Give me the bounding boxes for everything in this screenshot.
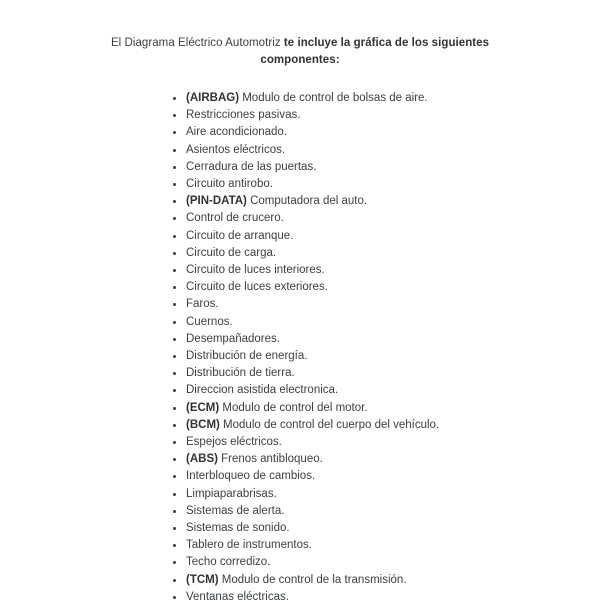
- list-item: [172, 554, 600, 571]
- list-item: [172, 451, 600, 468]
- list-item-text: Aire acondicionado.: [186, 126, 288, 139]
- list-item-text: Frenos antibloqueo.: [217, 453, 323, 466]
- list-item: [172, 331, 600, 348]
- list-item-text: Circuito de luces exteriores.: [186, 281, 328, 294]
- list-item: [172, 537, 600, 554]
- list-item-text: Computadora del auto.: [246, 195, 368, 208]
- list-item-text: Sistemas de sonido.: [186, 522, 290, 535]
- list-item: [172, 589, 600, 600]
- list-item-text: Cuernos.: [186, 315, 233, 328]
- list-item-text: Control de crucero.: [186, 212, 284, 225]
- list-item: [172, 314, 600, 331]
- list-item: [172, 210, 600, 227]
- list-item-text: Circuito de carga.: [186, 246, 277, 259]
- list-item: [172, 262, 600, 279]
- list-item-term: (TCM): [186, 573, 219, 586]
- list-item-text: Tablero de instrumentos.: [186, 539, 312, 552]
- list-item: [172, 193, 600, 210]
- list-item-term: (ECM): [186, 401, 220, 414]
- list-item-text: Restricciones pasivas.: [186, 109, 301, 122]
- list-item-text: Cerradura de las puertas.: [186, 160, 317, 173]
- list-item-text: Techo corredizo.: [186, 556, 271, 569]
- page-title-regular: El Diagrama Eléctrico Automotriz: [110, 37, 281, 49]
- list-item: [172, 279, 600, 296]
- list-item-text: Circuito antirobo.: [186, 178, 273, 191]
- list-item: [172, 572, 600, 589]
- list-item: [172, 400, 600, 417]
- list-item: [172, 417, 600, 434]
- list-item: [172, 486, 600, 503]
- list-item-text: Ventanas eléctricas.: [186, 590, 289, 600]
- list-item-text: Espejos eléctricos.: [186, 436, 282, 449]
- list-item-text: Modulo de control de la transmisión.: [218, 573, 407, 586]
- list-item: [172, 348, 600, 365]
- list-item: [172, 296, 600, 313]
- list-item: [172, 107, 600, 124]
- list-item: [172, 159, 600, 176]
- page-title-bold: te incluye la gráfica de los siguientes: [283, 37, 490, 49]
- page-title: [0, 0, 600, 69]
- page-title-line-1: [0, 35, 600, 52]
- list-item-text: Desempañadores.: [186, 332, 280, 345]
- list-item-text: Modulo de control de bolsas de aire.: [239, 92, 428, 104]
- list-item-text: Distribución de energía.: [186, 350, 308, 363]
- list-item-text: Circuito de arranque.: [186, 229, 294, 242]
- page-title-line-2: [0, 52, 600, 69]
- list-item: [172, 124, 600, 141]
- list-item: [172, 176, 600, 193]
- page-title-bold-2: componentes:: [260, 54, 340, 66]
- list-item-term: (AIRBAG): [186, 92, 240, 104]
- list-item-text: Circuito de luces interiores.: [186, 264, 325, 277]
- list-item: [172, 503, 600, 520]
- components-list: [172, 90, 600, 600]
- list-item: [172, 142, 600, 159]
- list-item-text: Sistemas de alerta.: [186, 504, 285, 517]
- list-item-text: Modulo de control del cuerpo del vehículo.: [219, 418, 440, 431]
- list-item-term: (BCM): [186, 418, 220, 431]
- list-item-text: Distribución de tierra.: [186, 367, 295, 380]
- list-item-term: (ABS): [186, 453, 218, 466]
- list-item: [172, 90, 600, 107]
- list-item-text: Limpiaparabrisas.: [186, 487, 277, 500]
- list-item: [172, 245, 600, 262]
- list-item-term: (PIN-DATA): [186, 195, 247, 208]
- list-item-text: Faros.: [186, 298, 219, 311]
- list-item: [172, 434, 600, 451]
- list-item-text: Modulo de control del motor.: [219, 401, 368, 414]
- list-item: [172, 365, 600, 382]
- list-item-text: Interbloqueo de cambios.: [186, 470, 316, 483]
- list-item: [172, 520, 600, 537]
- list-item: [172, 382, 600, 399]
- list-item-text: Direccion asistida electronica.: [186, 384, 339, 397]
- list-item: [172, 468, 600, 485]
- list-item-text: Asientos eléctricos.: [186, 143, 286, 156]
- list-item: [172, 228, 600, 245]
